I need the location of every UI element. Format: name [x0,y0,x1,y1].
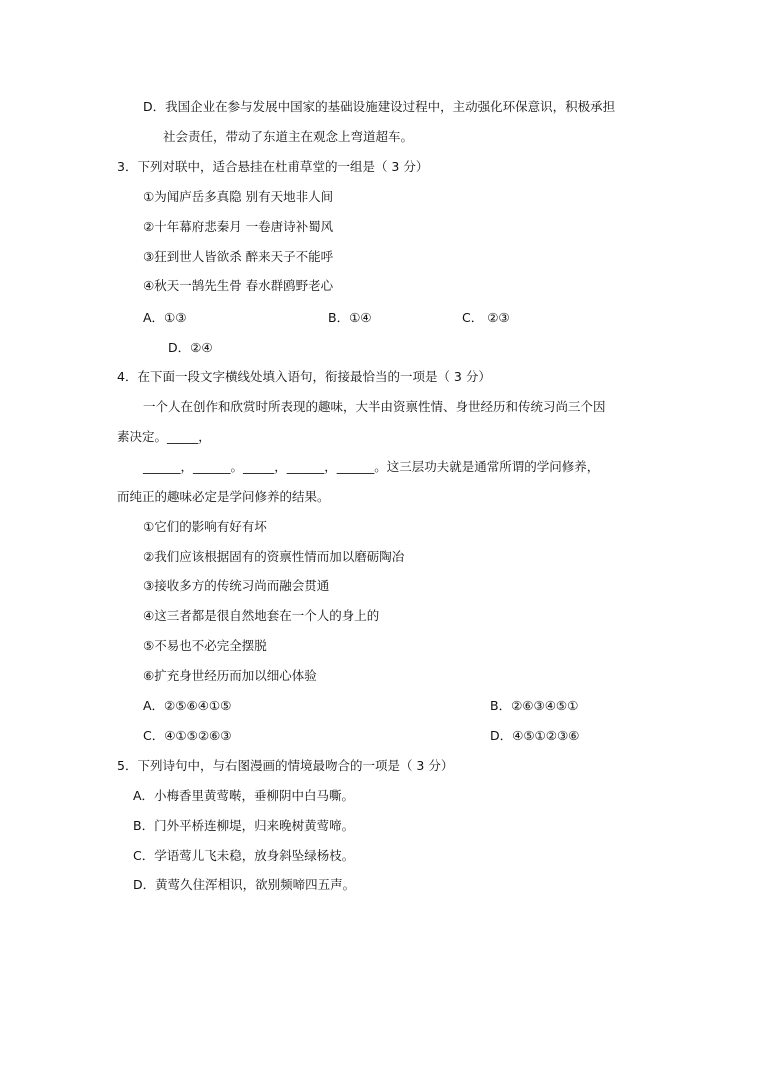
q4-paragraph-line3: ______，______。_____，______，______。这三层功夫就是通常所谓的学问修养， [143,459,600,474]
q3-item-1: ①为闻庐岳多真隐 别有天地非人间 [143,189,334,204]
q4-paragraph-line4: 而纯正的趣味必定是学问修养的结果。 [117,489,330,504]
q5-stem: 5．下列诗句中，与右图漫画的情境最吻合的一项是（ 3 分） [117,758,454,773]
q5-option-d[interactable]: D．黄莺久住浑相识，欲别频啼四五声。 [133,877,356,892]
q3-item-3: ③狂到世人皆欲杀 醉来天子不能呼 [143,249,334,264]
q3-option-b[interactable]: B．①④ [328,310,372,325]
q3-item-2: ②十年幕府悲秦月 一卷唐诗补蜀风 [143,219,334,234]
q4-item-5: ⑤不易也不必完全摆脱 [143,638,267,653]
q2-option-d-line1: D．我国企业在参与发展中国家的基础设施建设过程中，主动强化环保意识，积极承担 [143,99,616,114]
q4-item-6: ⑥扩充身世经历而加以细心体验 [143,668,317,683]
q4-option-b[interactable]: B．②⑥③④⑤① [490,698,579,713]
q3-option-c[interactable]: C． ②③ [462,310,510,325]
q2-option-d-line2: 社会责任，带动了东道主在观念上弯道超车。 [163,129,414,144]
q4-option-a[interactable]: A．②⑤⑥④①⑤ [143,698,232,713]
q4-stem: 4．在下面一段文字横线处填入语句，衔接最恰当的一项是（ 3 分） [117,369,491,384]
q4-item-2: ②我们应该根据固有的资禀性情而加以磨砺陶冶 [143,549,405,564]
q4-option-d[interactable]: D．④⑤①②③⑥ [490,728,580,743]
q3-option-d[interactable]: D．②④ [168,340,213,355]
q4-item-3: ③接收多方的传统习尚而融会贯通 [143,578,330,593]
q4-option-c[interactable]: C．④①⑤②⑥③ [143,728,232,743]
q5-option-a[interactable]: A．小梅香里黄莺啭，垂柳阴中白马嘶。 [133,788,355,803]
q3-option-a[interactable]: A．①③ [143,310,187,325]
q3-stem: 3．下列对联中，适合悬挂在杜甫草堂的一组是（ 3 分） [117,159,429,174]
q4-item-1: ①它们的影响有好有坏 [143,519,267,534]
q5-option-c[interactable]: C．学语莺儿飞未稳，放身斜坠绿杨枝。 [133,848,355,863]
q4-paragraph-line1: 一个人在创作和欣赏时所表现的趣味，大半由资禀性情、身世经历和传统习尚三个因 [143,399,606,414]
q3-item-4: ④秋天一鹄先生骨 春水群鸥野老心 [143,278,334,293]
q4-item-4: ④这三者都是很自然地套在一个人的身上的 [143,608,380,623]
q4-paragraph-line2: 素决定。_____， [117,429,211,444]
q5-option-b[interactable]: B．门外平桥连柳堤，归来晚树黄莺啼。 [133,818,355,833]
